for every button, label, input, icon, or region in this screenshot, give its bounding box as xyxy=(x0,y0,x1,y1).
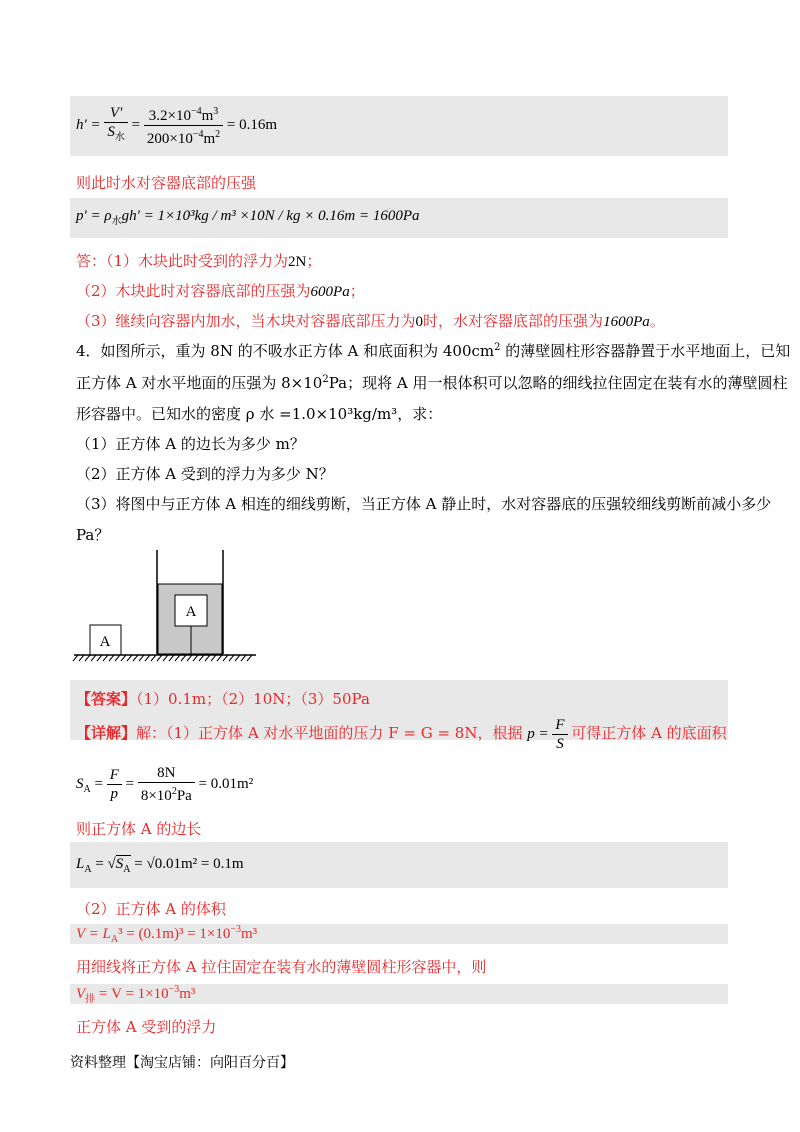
q4-line1-sup: 2 xyxy=(494,342,501,353)
hatch-mark xyxy=(175,655,180,661)
vol-formula xyxy=(76,924,257,945)
vol-sub: A xyxy=(110,934,119,945)
sa-frac2-den-unit: Pa xyxy=(176,788,192,804)
tie-intro: 用细线将正方体 A 拉住固定在装有水的薄壁圆柱形容器中，则 xyxy=(76,958,487,976)
answer-3 xyxy=(76,310,665,331)
h-eq: = xyxy=(131,116,141,133)
answer-2-value: 600Pa xyxy=(310,284,350,300)
h-frac2-den: 200×10 xyxy=(146,131,193,147)
answer-3-mid: 时，水对容器底部的压强为 xyxy=(423,312,604,330)
edge-intro: 则正方体 A 的边长 xyxy=(76,820,202,838)
h-frac2-num-sup: −4 xyxy=(190,106,202,117)
sa-formula xyxy=(76,764,253,805)
vpai-c: m³ xyxy=(179,986,196,1002)
h-result: = 0.16m xyxy=(226,116,278,133)
vol-sup: −3 xyxy=(230,924,242,935)
hatch-mark xyxy=(229,655,234,661)
detail-text-a: 解：（1）正方体 A 对水平地面的压力 F = G = 8N，根据 xyxy=(136,723,523,742)
footer-text: 资料整理【淘宝店铺：向阳百分百】 xyxy=(70,1055,294,1071)
h-frac2-num: 3.2×10 xyxy=(148,108,191,124)
answer-2 xyxy=(76,280,365,301)
vol-a: V = L xyxy=(76,926,111,942)
detail-label: 【详解】 xyxy=(76,723,137,742)
hatch-mark xyxy=(109,655,114,661)
h-formula xyxy=(76,103,277,148)
answer-1-value: 2N xyxy=(288,254,307,270)
hatch-mark xyxy=(103,655,108,661)
q4-sub1: （1）正方体 A 的边长为多少 m？ xyxy=(76,435,305,453)
la-s-sub: A xyxy=(123,864,131,875)
answer-1 xyxy=(76,250,321,271)
buoy-intro: 正方体 A 受到的浮力 xyxy=(76,1018,217,1036)
vpai-a: V xyxy=(76,986,86,1002)
hatch-mark xyxy=(133,655,138,661)
p-formula-sub: 水 xyxy=(111,216,122,227)
vol-b: ³ = (0.1m)³ = 1×10 xyxy=(118,926,231,942)
hatch-mark xyxy=(157,655,162,661)
answer-3-value1: 0 xyxy=(415,314,424,330)
pressure-intro: 则此时水对容器底部的压强 xyxy=(76,174,257,192)
vpai-formula xyxy=(76,984,195,1005)
hatch-mark xyxy=(121,655,126,661)
la-mid: = √ xyxy=(95,856,116,872)
hatch-mark xyxy=(127,655,132,661)
vpai-sub: 排 xyxy=(85,994,96,1005)
la-s: S xyxy=(115,856,124,872)
hatch-mark xyxy=(139,655,144,661)
ground-hatching xyxy=(73,655,252,661)
hatch-mark xyxy=(205,655,210,661)
sa-lhs: S xyxy=(76,775,84,792)
answer-3-prefix: （3）继续向容器内加水，当木块对容器底部压力为 xyxy=(76,312,416,330)
hatch-mark xyxy=(151,655,156,661)
answer-3-suffix: 。 xyxy=(649,312,665,330)
answer-text: （1）0.1m；（2）10N；（3）50Pa xyxy=(136,690,370,708)
sa-frac1-num: F xyxy=(109,767,119,783)
p-formula-lhs: p′ = ρ xyxy=(76,208,112,224)
answer-2-suffix: ； xyxy=(349,282,365,300)
detail-frac-den: S xyxy=(556,736,564,752)
vpai-sup: −3 xyxy=(168,984,180,995)
detail-frac xyxy=(552,716,567,753)
answer-1-prefix: 答：（1）木块此时受到的浮力为 xyxy=(76,252,289,270)
h-formula-lhs: h′ = xyxy=(76,116,101,133)
answer-label: 【答案】 xyxy=(76,690,137,708)
q4-line2 xyxy=(76,372,787,393)
hatch-mark xyxy=(169,655,174,661)
h-frac2-num-unit-sup: 3 xyxy=(213,106,219,117)
la-lhs: L xyxy=(76,856,85,872)
q4-line1-b: 的薄壁圆柱形容器静置于水平地面上，已知 xyxy=(500,342,791,360)
hatch-mark xyxy=(181,655,186,661)
vol-intro: （2）正方体 A 的体积 xyxy=(76,900,226,918)
cube-a-on-ground-label: A xyxy=(99,634,111,650)
q4-line3: 形容器中。已知水的密度 ρ 水 =1.0×10³kg/m³，求： xyxy=(76,405,443,423)
answer-3-value2: 1600Pa xyxy=(603,314,650,330)
answer-line xyxy=(76,688,370,709)
hatch-mark xyxy=(79,655,84,661)
hatch-mark xyxy=(193,655,198,661)
q4-line2-sup: 2 xyxy=(322,374,329,385)
la-formula xyxy=(76,856,244,875)
answer-2-prefix: （2）木块此时对容器底部的压强为 xyxy=(76,282,311,300)
hatch-mark xyxy=(235,655,240,661)
sa-frac2 xyxy=(138,764,195,805)
sa-frac1 xyxy=(107,766,122,803)
hatch-mark xyxy=(241,655,246,661)
hatch-mark xyxy=(187,655,192,661)
h-frac1-den-sub: 水 xyxy=(114,132,125,143)
hatch-mark xyxy=(223,655,228,661)
vol-c: m³ xyxy=(241,926,258,942)
sa-lhs-sub: A xyxy=(83,783,91,795)
hatch-mark xyxy=(247,655,252,661)
sa-eq2: = xyxy=(125,775,135,792)
h-frac1-den: S xyxy=(107,124,115,140)
la-rest: = √0.01m² = 0.1m xyxy=(134,856,244,872)
sa-result: = 0.01m² xyxy=(198,775,254,792)
answer-1-suffix: ； xyxy=(306,252,322,270)
la-lhs-sub: A xyxy=(84,864,92,875)
q4-sub2: （2）正方体 A 受到的浮力为多少 N？ xyxy=(76,465,334,483)
hatch-mark xyxy=(73,655,78,661)
sa-eq1: = xyxy=(94,775,103,792)
h-frac2-den-unit-sup: 2 xyxy=(215,129,221,140)
q4-sub3: （3）将图中与正方体 A 相连的细线剪断，当正方体 A 静止时，水对容器底的压强较细线剪断前减小多少 xyxy=(76,495,772,513)
h-frac2-den-sup: −4 xyxy=(192,129,204,140)
sa-frac2-den-sup: 2 xyxy=(171,786,177,797)
hatch-mark xyxy=(91,655,96,661)
sa-frac2-num: 8N xyxy=(138,764,195,783)
h-frac2-den-unit: m xyxy=(203,131,216,147)
detail-line xyxy=(76,716,727,753)
vpai-b: = V = 1×10 xyxy=(95,986,169,1002)
sa-frac2-den: 8×10 xyxy=(140,788,172,804)
sa-frac1-den: p xyxy=(110,786,119,802)
detail-frac-num: F xyxy=(555,717,565,733)
hatch-mark xyxy=(97,655,102,661)
q4-line2-a: 正方体 A 对水平地面的压强为 8×10 xyxy=(76,374,323,392)
q4-line1-a: 4．如图所示，重为 8N 的不吸水正方体 A 和底面积为 400cm xyxy=(76,342,495,360)
hatch-mark xyxy=(115,655,120,661)
hatch-mark xyxy=(85,655,90,661)
hatch-mark xyxy=(163,655,168,661)
hatch-mark xyxy=(199,655,204,661)
p-formula-rest: gh′ = 1×10³kg / m³ ×10N / kg × 0.16m = 1600Pa xyxy=(121,208,420,224)
hatch-mark xyxy=(145,655,150,661)
h-frac2 xyxy=(144,103,223,148)
detail-text-b: 可得正方体 A 的底面积 xyxy=(571,723,727,742)
p-formula xyxy=(76,208,419,227)
q4-sub3-cont: Pa？ xyxy=(76,526,110,544)
hatch-mark xyxy=(211,655,216,661)
q4-line1 xyxy=(76,340,790,361)
detail-p: p = xyxy=(527,725,549,742)
h-frac1 xyxy=(104,104,128,147)
hatch-mark xyxy=(217,655,222,661)
q4-line2-b: Pa；现将 A 用一根体积可以忽略的细线拉住固定在装有水的薄壁圆柱 xyxy=(328,374,788,392)
q4-figure xyxy=(70,550,270,665)
cube-a-in-water-label: A xyxy=(185,604,197,620)
h-frac1-num: V′ xyxy=(109,105,123,121)
h-frac2-num-unit: m xyxy=(201,108,214,124)
